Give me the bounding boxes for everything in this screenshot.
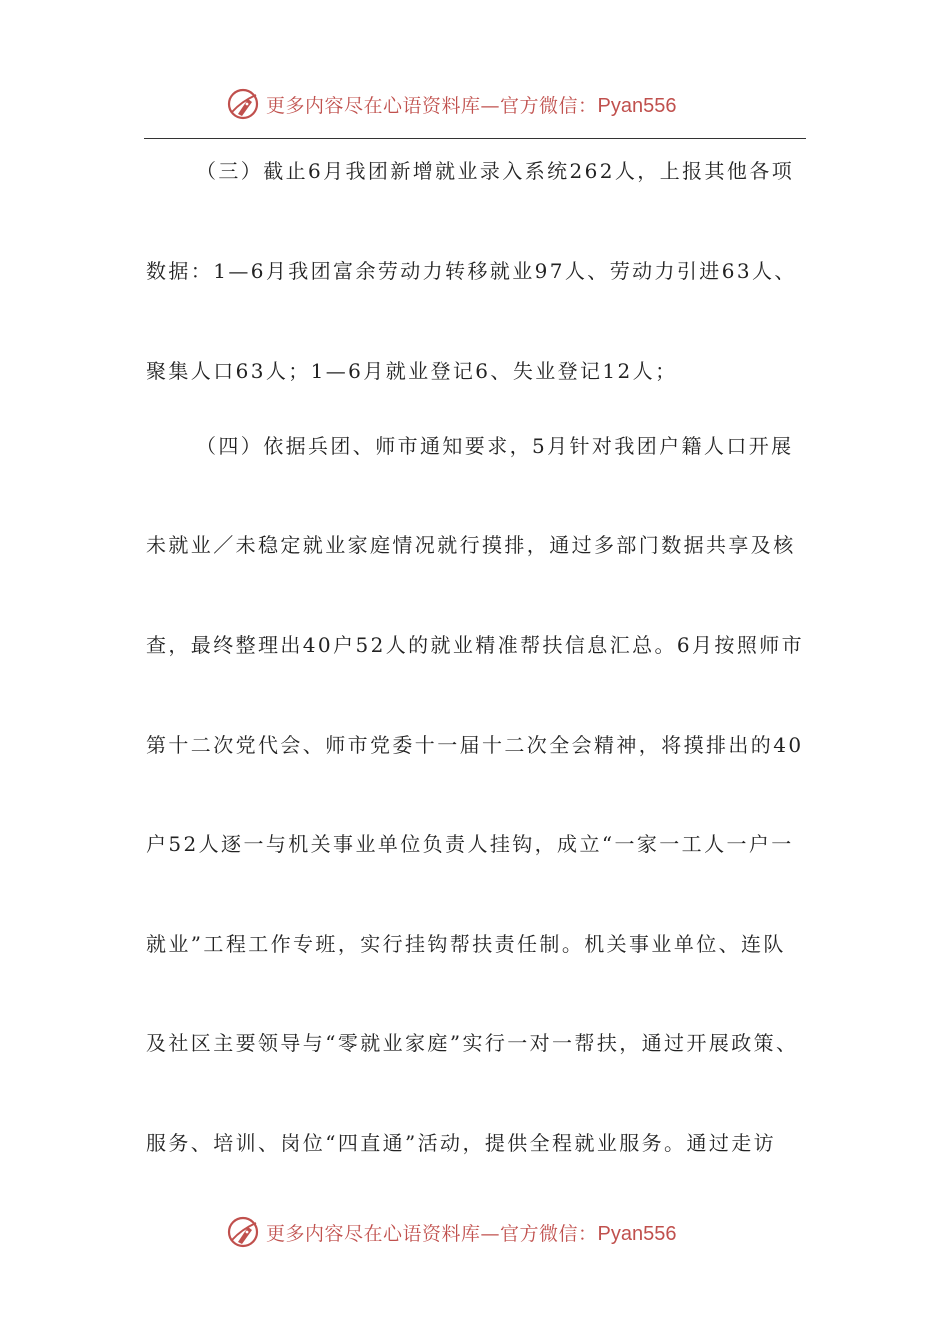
pen-nib-logo-icon: [226, 1215, 260, 1249]
body-line-9: 就业”工程工作专班，实行挂钩帮扶责任制。机关事业单位、连队: [146, 932, 786, 956]
pen-nib-logo-icon: [226, 87, 260, 121]
header-banner-text: 更多内容尽在心语资料库—官方微信：Pyan556: [266, 94, 677, 117]
body-line-11: 服务、培训、岗位“四直通”活动，提供全程就业服务。通过走访: [146, 1131, 777, 1155]
body-line-6: 查，最终整理出40户52人的就业精准帮扶信息汇总。6月按照师市: [146, 633, 805, 657]
body-line-4: （四）依据兵团、师市通知要求，5月针对我团户籍人口开展: [196, 434, 794, 458]
body-line-3: 聚集人口63人；1—6月就业登记6、失业登记12人；: [146, 359, 678, 383]
body-line-10: 及社区主要领导与“零就业家庭”实行一对一帮扶，通过开展政策、: [146, 1031, 799, 1055]
body-line-1: （三）截止6月我团新增就业录入系统262人，上报其他各项: [196, 159, 795, 183]
header-banner: [0, 82, 950, 126]
body-line-7: 第十二次党代会、师市党委十一届十二次全会精神，将摸排出的40: [146, 733, 804, 757]
body-line-5: 未就业／未稳定就业家庭情况就行摸排，通过多部门数据共享及核: [146, 533, 796, 557]
footer-wechat-id: Pyan556: [597, 1222, 677, 1245]
footer-banner: [0, 1210, 950, 1254]
footer-banner-text: 更多内容尽在心语资料库—官方微信：Pyan556: [266, 1222, 677, 1245]
header-wechat-id: Pyan556: [597, 94, 677, 117]
header-divider: [144, 138, 806, 139]
body-line-2: 数据：1—6月我团富余劳动力转移就业97人、劳动力引进63人、: [146, 259, 797, 283]
body-line-8: 户52人逐一与机关事业单位负责人挂钩，成立“一家一工人一户一: [146, 832, 794, 856]
